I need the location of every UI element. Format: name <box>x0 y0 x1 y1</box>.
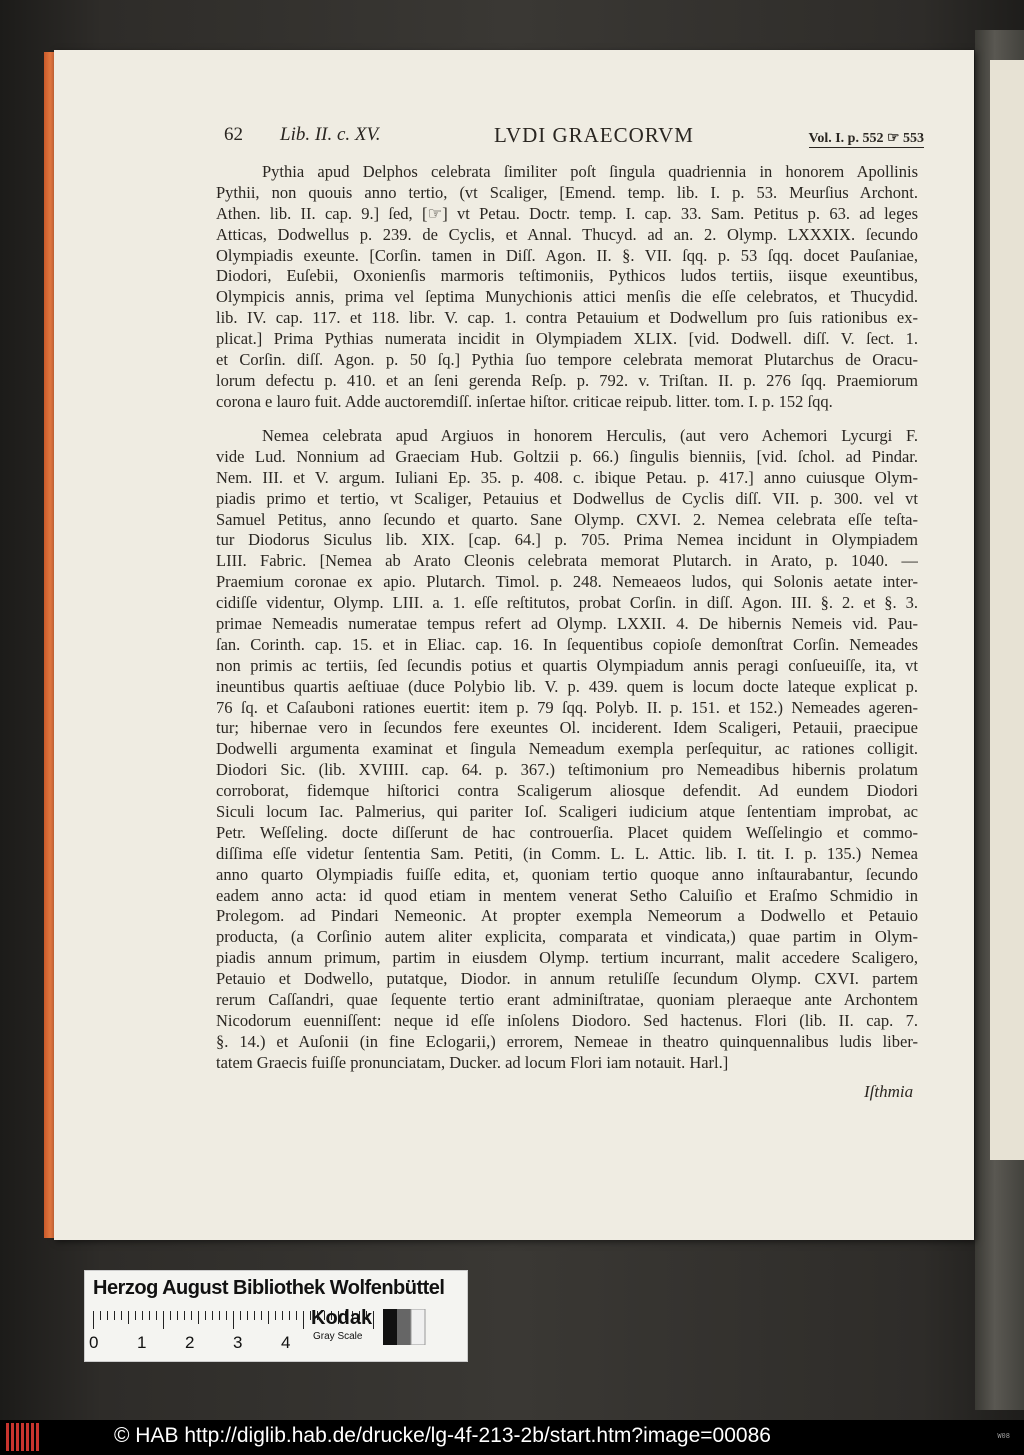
ruler-tick <box>233 1311 234 1329</box>
text-line: diſſima eſſe videtur ſententia Sam. Petiti, (in Comm. L. L. Attic. lib. I. tit. I. p. 135.) Nemea <box>216 843 918 863</box>
ruler-number: 2 <box>185 1333 195 1352</box>
ruler-tick <box>156 1311 157 1320</box>
ruler-tick <box>149 1311 150 1320</box>
text-line: corona e lauro fuit. Adde auctoremdiſſ. inſertae hiſtor. criticae reipub. litter. tom. I. p. 152 ſqq. <box>216 391 833 411</box>
ruler-tick <box>170 1311 171 1320</box>
ruler-tick <box>268 1311 269 1324</box>
text-line: Siculi locum Iac. Palmerius, qui pariter Ioſ. Scaligeri iudicium atque ſententiam improbat, ac <box>216 802 918 822</box>
volume-reference: Vol. I. p. 552 ☞ 553 <box>808 131 924 146</box>
ruler-number: 3 <box>233 1333 243 1352</box>
text-line: et Corſin. diſſ. Agon. p. 50 ſq.] Pythia ſuo tempore celebrata memorat Plutarchus de Oracu- <box>216 350 918 370</box>
color-calibration-card <box>84 1270 468 1362</box>
footer-mark: W08 <box>997 1432 1010 1440</box>
ruler-tick <box>121 1311 122 1320</box>
text-line: 76 ſq. et Caſauboni rationes euertit: item p. 79 ſqq. Polyb. II. p. 151. et 152.) Nemeades ageren- <box>216 697 918 717</box>
ruler-tick <box>212 1311 213 1320</box>
ruler-tick <box>303 1311 304 1329</box>
ruler-tick <box>261 1311 262 1320</box>
text-line: tur; hibernae vero in ſecundos fere exeuntes Ol. inciderent. Idem Scaligeri, Petauii, praecipue <box>216 718 918 738</box>
catchword: Iſthmia <box>864 1082 914 1101</box>
text-line: Atticas, Dodwellus p. 239. de Cyclis, et Annal. Thucyd. ad an. 2. Olymp. LXXXIX. ſecundo <box>216 224 918 244</box>
ruler-tick <box>296 1311 297 1320</box>
text-line: eadem anno acta: id quod etiam in mentem venerat Setho Caluiſio et Eraſmo Schmidio in <box>216 885 918 905</box>
text-line: Pythia apud Delphos celebrata ſimiliter poſt ſingula quadriennia in honorem Apollinis <box>262 162 918 181</box>
ruler-tick <box>191 1311 192 1320</box>
text-line: piadis primo et tertio, vt Scaliger, Petauius et Dodwellus de Cyclis diſſ. VII. p. 300. vel vt <box>216 488 918 508</box>
kodak-logo: Kodak <box>311 1307 373 1329</box>
card-title: Herzog August Bibliothek Wolfenbüttel <box>93 1277 445 1299</box>
text-line: Prolegom. ad Pindari Nemeonic. At propter exempla Nemeorum a Dodwello et Petauio <box>216 906 918 926</box>
text-line: Samuel Petitus, anno ſecundo et quarto. Sane Olymp. CXVI. 2. Nemea celebrata eſſe teſta- <box>216 509 918 529</box>
ruler-tick <box>107 1311 108 1320</box>
text-line: Athen. lib. II. cap. 9.] ſed, [☞] vt Petau. Doctr. temp. I. cap. 33. Sam. Petitus p. 63. ad leges <box>216 203 918 223</box>
text-line: LIII. Fabric. [Nemea ab Arato Cleonis celebrata memorat Plutarch. in Arato, p. 1040. — <box>216 551 918 571</box>
right-page-edge <box>990 60 1024 1160</box>
text-line: lorum defectu p. 410. et an ſeni gerenda Reſp. p. 792. v. Triſtan. II. p. 276 ſqq. Praemiorum <box>216 370 918 390</box>
gray-scale-label: Gray Scale <box>313 1331 363 1342</box>
ruler-tick <box>128 1311 129 1324</box>
logo-stripe <box>6 1423 9 1451</box>
ruler-tick <box>282 1311 283 1320</box>
text-line: Diodori Sic. (lib. XVIIII. cap. 64. p. 367.) teſtimonium pro Nemeadibus hibernis prolatum <box>216 760 918 780</box>
chapter-reference: Lib. II. c. XV. <box>280 124 381 145</box>
text-line: corroborat, fidemque hiſtorici contra Scaligerum aliosque defendit. Ad eundem Diodori <box>216 781 918 801</box>
text-line: Pythii, non quouis anno tertio, (vt Scaliger, [Emend. temp. lib. I. p. 53. Meurſius Archont. <box>216 182 918 202</box>
text-line: Petauio et Dodwello, putatque, Diodor. in annum retuliſſe ſecundum Olymp. CXVI. partem <box>216 969 918 989</box>
text-line: piadis annum primum, partim in eiusdem Olymp. tertium incurrant, malit accedere Scaligero, <box>216 948 918 968</box>
page-header <box>224 120 924 150</box>
ruler-tick <box>93 1311 94 1329</box>
ruler-tick <box>205 1311 206 1320</box>
ruler-number: 4 <box>281 1333 291 1352</box>
page-number: 62 <box>224 124 243 145</box>
ruler-tick <box>177 1311 178 1320</box>
ruler-tick <box>198 1311 199 1324</box>
text-line: tatem Graecis fuiſſe pronunciatam, Ducker. ad locum Flori iam notauit. Harl.] <box>216 1052 729 1072</box>
text-line: non primis ac tertiis, ſed ſecundis potius et quartis Olympiadum annis peragi conſueuiſſe, ita, vt <box>216 655 918 675</box>
text-line: §. 14.) et Auſonii (in fine Eclogarii,) errorem, Nemeae in theatro quinquennalibus ludis liber- <box>216 1031 918 1051</box>
logo-stripe <box>16 1423 19 1451</box>
ruler-tick <box>373 1311 374 1329</box>
text-line: Olympiadis exeunte. [Corſin. tamen in Diſſ. Agon. II. §. VII. ſqq. p. 53 ſqq. docet Pauſaniae, <box>216 245 918 265</box>
ruler-tick <box>226 1311 227 1320</box>
logo-stripe <box>26 1423 29 1451</box>
ruler-tick <box>289 1311 290 1320</box>
running-title: LVDI GRAECORVM <box>494 123 694 147</box>
gray-scale-patch <box>383 1309 431 1345</box>
footer-credit: © HAB http://diglib.hab.de/drucke/lg-4f-213-2b/start.htm?image=00086 <box>114 1424 771 1447</box>
text-line: anno quarto Olympiadis fuiſſe edita, et, quoniam tertio quoque anno inſtaurabantur, ſecundo <box>216 864 918 884</box>
logo-stripe <box>31 1423 34 1451</box>
logo-stripe <box>36 1423 39 1451</box>
text-line: Nem. III. et V. argum. Iuliani Ep. 35. p. 408. c. ibique Petau. p. 417.] anno cuiusque Olym- <box>216 467 918 487</box>
paragraph-nemea <box>216 426 918 1074</box>
text-line: Petr. Weſſeling. docte diſſerunt de hac controuerſia. Placet quidem Weſſelingio et commo- <box>216 822 918 842</box>
ruler-tick <box>135 1311 136 1320</box>
ruler-tick <box>114 1311 115 1320</box>
text-line: ſan. Corinth. cap. 15. et in Eliac. cap. 16. In ſequentibus copioſe demonſtrat Corſin. Nemeades <box>216 634 918 654</box>
text-line: vide Lud. Nonnium ad Graeciam Hub. Goltzii p. 66.) ſingulis bienniis, [vid. ſchol. ad Pindar. <box>216 446 918 466</box>
logo-stripe <box>21 1423 24 1451</box>
text-line: primae Nemeadis numeratae tempus refert ad Olymp. LXXII. 4. De hibernis Nemeis vid. Pau- <box>216 614 918 634</box>
text-line: Nemea celebrata apud Argiuos in honorem Herculis, (aut vero Achemori Lycurgi F. <box>262 426 918 445</box>
logo-stripe <box>11 1423 14 1451</box>
footer-bar <box>0 1420 1024 1455</box>
text-line: tur Diodorus Siculus lib. XIX. [cap. 64.] p. 705. Prima Nemea incidunt in Olympiadem <box>216 530 918 550</box>
hab-logo-icon <box>6 1423 42 1451</box>
text-line: rerum Caſſandri, quae ſequente tertio erant adminiſtratae, quoniam pleraeque ante Archontem <box>216 990 918 1010</box>
ruler-tick <box>163 1311 164 1329</box>
ruler-tick <box>142 1311 143 1320</box>
ruler-number: 1 <box>137 1333 147 1352</box>
ruler-tick <box>184 1311 185 1320</box>
text-line: Nicodorum euenniſſent: neque id eſſe inſolens Diodoro. Sed hactenus. Flori (lib. II. cap. 7. <box>216 1010 918 1030</box>
paragraph-pythia <box>216 162 918 413</box>
ruler-number: 0 <box>89 1333 99 1352</box>
ruler-tick <box>240 1311 241 1320</box>
text-line: lib. IV. cap. 117. et 118. libr. V. cap. 1. contra Petauium et Dodwellum pro ſuis rationibus ex- <box>216 308 918 328</box>
ruler-tick <box>219 1311 220 1320</box>
text-line: ineuntibus quartis aeſtiuae (duce Polybio lib. V. p. 439. quem is locum docte lateque explicat p. <box>216 676 918 696</box>
text-line: cidiſſe videntur, Olymp. LIII. a. 1. eſſe reſtitutos, probat Corſin. in diſſ. Agon. III. §. 2. et §. 3. <box>216 593 918 613</box>
ruler-tick <box>100 1311 101 1320</box>
text-line: Dodwelli argumenta examinat et ſingula Nemeadum exempla perſequitur, ac rationes colligit. <box>216 739 918 759</box>
ruler-tick <box>254 1311 255 1320</box>
text-line: plicat.] Prima Pythias numerata incidit in Olympiadem XLIX. [vid. Dodwell. diſſ. V. ſect. 1. <box>216 329 918 349</box>
text-line: Olympicis annis, prima vel ſeptima Munychionis attici menſis die eſſe celebratos, et Thucydid. <box>216 287 918 307</box>
text-line: producta, (a Corſinio autem aliter explicita, comparata et vindicata,) quae partim in Olym- <box>216 927 918 947</box>
text-line: Diodori, Euſebii, Oxonienſis marmoris teſtimoniis, Pythicos ludos tertiis, iisque exeuntibus, <box>216 266 918 286</box>
ruler-tick <box>247 1311 248 1320</box>
ruler-tick <box>275 1311 276 1320</box>
text-line: Praemium coronae ex apio. Plutarch. Timol. p. 248. Nemeaeos ludos, qui Solonis aetate inter- <box>216 572 918 592</box>
